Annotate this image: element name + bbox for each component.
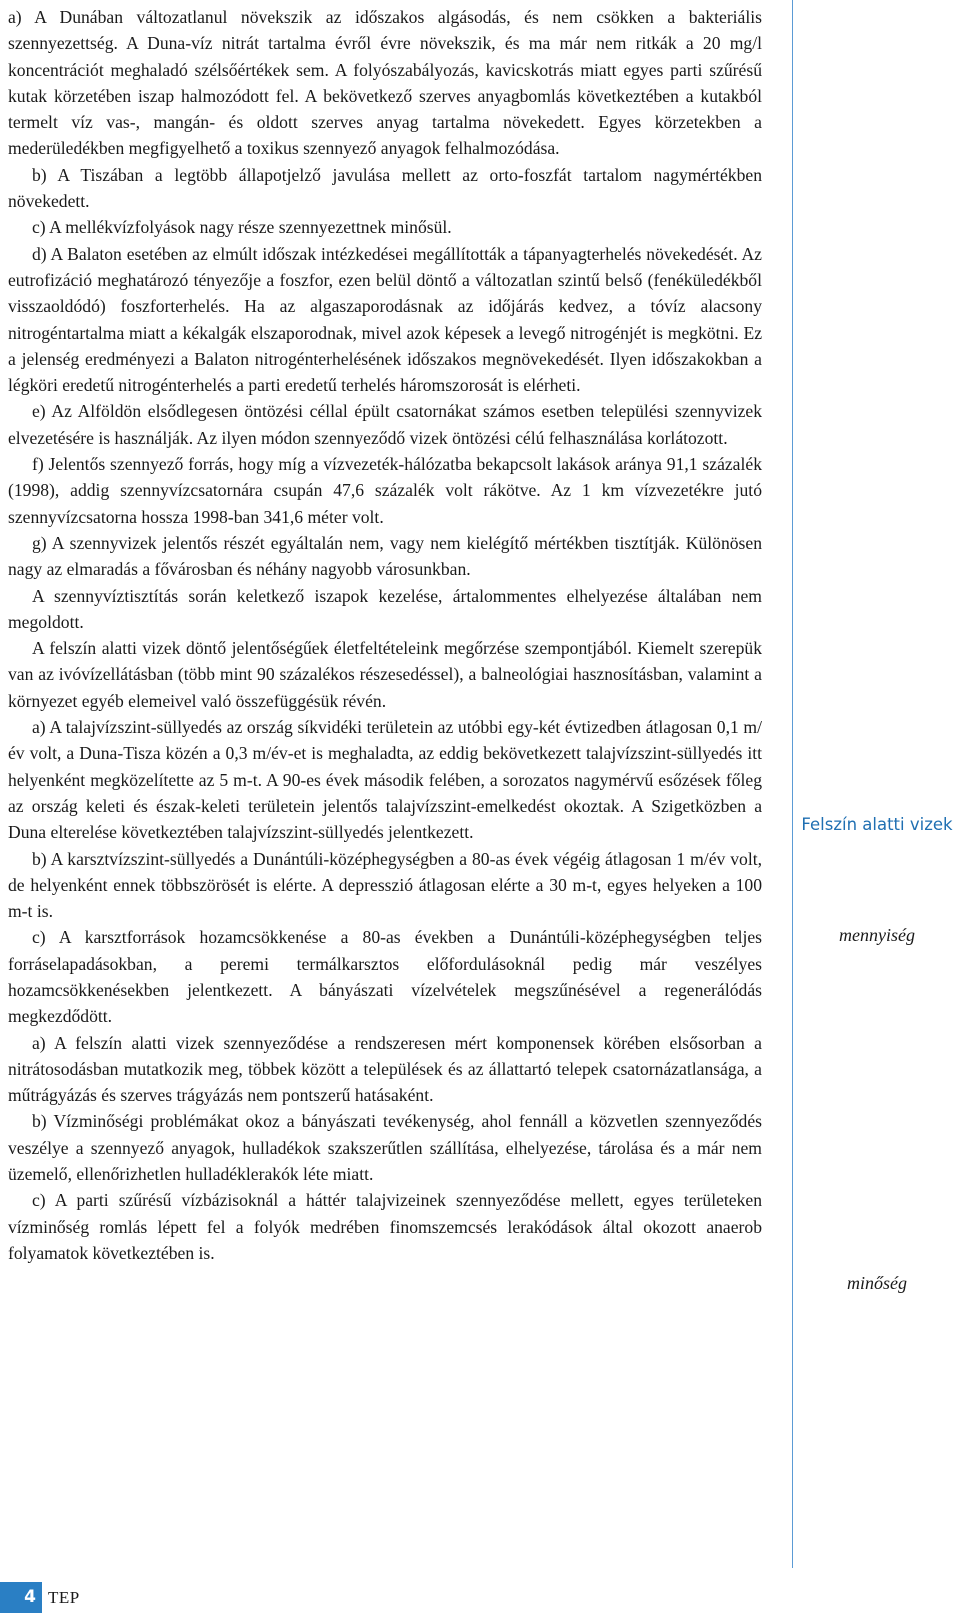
paragraph: b) A Tiszában a legtöbb állapotjelző javulása mellett az orto-foszfát tartalom nagymértékben növekedett. xyxy=(8,164,762,212)
paragraph: A szennyvíztisztítás során keletkező iszapok kezelése, ártalommentes elhelyezése általában nem megoldott. xyxy=(8,585,762,632)
paragraph: d) A Balaton esetében az elmúlt időszak intézkedései megállították a tápanyagterhelés növekedését. Az eutrofizáció meghatározó tényezője a foszfor, ezen belül döntő a változatlan szintű belső (fenéküledékből visszaoldódó) foszforterhelés. Ha az algaszaporodásnak az időjárás kedvez, a tóvíz alacsony nitrogéntartalma miatt a kékalgák elszaporodnak, mivel azok képesek a levegő nitrogénjét is megkötni. Ez a jelenség eredményezi a Balaton nitrogénterhelésének időszakos megnövekedését. Ilyen időszakokban a légköri eredetű nitrogénterhelés a parti eredetű terhelés háromszorosát is elérheti. xyxy=(8,243,762,396)
page-number: 4 xyxy=(0,1582,42,1613)
paragraph: c) A parti szűrésű vízbázisoknál a háttér talajvizeinek szennyeződése mellett, egyes területeken vízminőség romlás lépett fel a folyók medrében finomszemcsés lerakódások által okozott anaerob folyamatok következtében is. xyxy=(8,1190,762,1263)
paragraph: g) A szennyvizek jelentős részét egyáltalán nem, vagy nem kielégítő mértékben tisztítják. Különösen nagy az elmaradás a fővárosban és néhány nagyobb városunkban. xyxy=(8,532,762,580)
paragraph: f) Jelentős szennyező forrás, hogy míg a vízvezeték-hálózatba bekapcsolt lakások aránya 91,1 százalék (1998), addig szennyvízcsatornára csupán 47,6 százalék volt rákötve. Az 1 km vízvezetékre jutó szennyvízcsatorna hossza 1998-ban 341,6 méter volt. xyxy=(8,454,762,527)
paragraph: a) A talajvízszint-süllyedés az ország síkvidéki területein az utóbbi egy-két évtizedben átlagosan 0,1 m/év volt, a Duna-Tisza közén a 0,3 m/év-et is meghaladta, az eddig bekövetkezett talajvízszint-süllyedés itt helyenként megközelítette az 5 m-t. A 90-es évek második felében, a sorozatos nagymérvű esőzések főleg az ország keleti és észak-keleti területein jelentős talajvízszint-emelkedést okoztak. A Szigetközben a Duna elterelése következtében talajvízszint-süllyedés jelentkezett. xyxy=(8,717,762,843)
margin-note-quantity: mennyiség xyxy=(839,925,915,945)
body-text xyxy=(8,4,762,1266)
paragraph: b) A karsztvízszint-süllyedés a Dunántúli-középhegységben a 80-as évek végéig átlagosan 1 m/év volt, de helyenként ennek többszörösét is elérte. A depresszió átlagosan elérte a 30 m-t, egyes helyeken a 100 m-t is. xyxy=(8,848,762,922)
footer-label: TEP xyxy=(48,1588,80,1607)
paragraph: c) A karsztforrások hozamcsökkenése a 80-as években a Dunántúli-középhegységben teljes forráselapadásokban, a peremi termálkarsztos előfordulásoknál pedig már veszélyes hozamcsökkenésekben jelentkezett. A bányászati vízelvételek megszűnésével a regenerálódás megkezdődött. xyxy=(8,927,762,1027)
paragraph: e) Az Alföldön elsődlegesen öntözési céllal épült csatornákat számos esetben települési szennyvizek elvezetésére is használják. Az ilyen módon szennyeződő vizek öntözési célú felhasználása korlátozott. xyxy=(8,401,762,448)
paragraph: c) A mellékvízfolyások nagy része szennyezettnek minősül. xyxy=(32,217,452,238)
paragraph: a) A Dunában változatlanul növekszik az időszakos algásodás, és nem csökken a bakteriális szennyezettség. A Duna-víz nitrát tartalma évről évre növekszik, és ma már nem ritkák a 20 mg/l koncentrációt meghaladó szélsőértékek sem. A folyószabályozás, kavicskotrás miatt egyes parti szűrésű kutak körzetében iszap halmozódott fel. A bekövetkező szerves anyagbomlás következtében a kutakból termelt víz vas-, mangán- és oldott szerves anyag tartalma növekedett. Egyes körzetekben a mederüledékben megfigyelhető a toxikus szennyező anyagok felhalmozódása. xyxy=(8,7,762,159)
margin-divider xyxy=(792,0,793,1568)
margin-note-quality: minőség xyxy=(847,1273,907,1293)
paragraph: A felszín alatti vizek döntő jelentőségűek életfeltételeink megőrzése szempontjából. Kiemelt szerepük van az ivóvízellátásban (több mint 90 százalékos részesedéssel), a balneológiai hasznosításban, valamint a környezet egyéb elemeivel való összefüggésük révén. xyxy=(8,638,762,711)
paragraph: a) A felszín alatti vizek szennyeződése a rendszeresen mért komponensek körében elsősorban a nitrátosodásban mutatkozik meg, többek között a települések és az állattartó telepek csatornázatlansága, a műtrágyázás és szerves trágyázás nem pontszerű hatásaként. xyxy=(8,1032,762,1106)
margin-heading: Felszín alatti vizek xyxy=(801,815,953,834)
paragraph: b) Vízminőségi problémákat okoz a bányászati tevékenység, ahol fennáll a közvetlen szennyeződés veszélye a szennyező anyagok, hulladékok szakszerűtlen szállítása, elhelyezése, tárolása és a már nem üzemelő, ellenőrizhetlen hulladéklerakók léte miatt. xyxy=(8,1111,762,1185)
page-footer xyxy=(0,1582,200,1613)
